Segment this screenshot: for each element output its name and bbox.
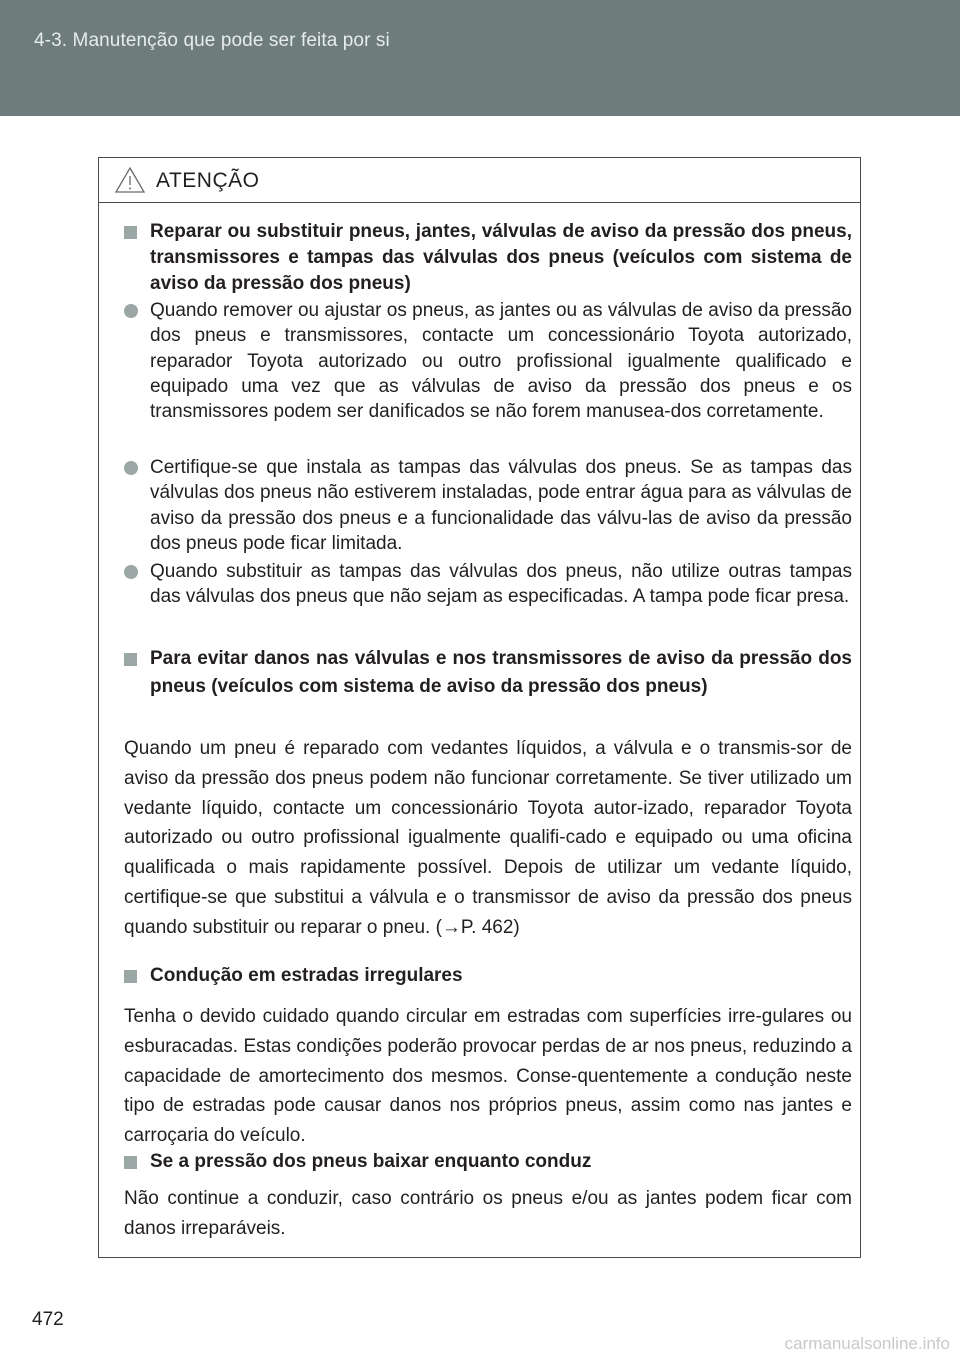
page-number: 472 bbox=[32, 1309, 64, 1330]
bullet-item-2: Certifique-se que instala as tampas das válvulas dos pneus. Se as tampas das válvulas dos pneus não estiverem instaladas, pode entrar água para as válvulas de aviso da pressão dos pneus e a funcionalidade das válvu-las de aviso da pressão dos pneus pode ficar limitada. bbox=[124, 455, 852, 556]
square-bullet-icon bbox=[124, 653, 137, 666]
warning-box bbox=[98, 157, 861, 1258]
section-title: 4-3. Manutenção que pode ser feita por si bbox=[34, 30, 390, 51]
round-bullet-icon bbox=[124, 565, 138, 579]
section-text-4: Não continue a conduzir, caso contrário os pneus e/ou as jantes podem ficar com danos irreparáveis. bbox=[124, 1188, 852, 1239]
section-text-3: Tenha o devido cuidado quando circular em estradas com superfícies irre-gulares ou esburacadas. Estas condições poderão provocar perdas de ar nos pneus, reduzindo a capacidade de amortecimento dos mesmos. Conse-quentemente a condução neste tipo de estradas pode causar danos nos próprios pneus, assim como nas jantes e carroçaria do veículo. bbox=[124, 1006, 852, 1147]
section-heading-2: Para evitar danos nas válvulas e nos transmissores de aviso da pressão dos pneus (veículos com sistema de aviso da pressão dos pneus) bbox=[124, 645, 852, 701]
bullet-item-1: Quando remover ou ajustar os pneus, as jantes ou as válvulas de aviso da pressão dos pneus e transmissores, contacte um concessionário Toyota autorizado, reparador Toyota autorizado ou outro profissional igualmente qualificado e equipado uma vez que as válvulas de aviso da pressão dos pneus e os transmissores podem ser danificados se não forem manusea-dos corretamente. bbox=[124, 298, 852, 424]
page-header bbox=[0, 0, 960, 116]
section-text-2: Quando um pneu é reparado com vedantes líquidos, a válvula e o transmis-sor de aviso da pressão dos pneus podem não funcionar corretamente. Se tiver utilizado um vedante líquido, contacte um concessionário Toyota autor-izado, reparador Toyota autorizado ou outro profissional igualmente qualifi-cado e equipado ou uma oficina qualificada o mais rapidamente possível. Depois de utilizar um vedante líquido, certifique-se que substitui a válvula e o transmissor de aviso da pressão dos pneus quando substituir ou reparar o pneu. (→P. 462) bbox=[124, 738, 852, 938]
round-bullet-icon bbox=[124, 461, 138, 475]
square-bullet-icon bbox=[124, 970, 137, 983]
warning-triangle-icon bbox=[114, 166, 146, 194]
section-heading-3: Condução em estradas irregulares bbox=[124, 963, 852, 989]
section-heading-1: Reparar ou substituir pneus, jantes, válvulas de aviso da pressão dos pneus, transmissores e tampas das válvulas dos pneus (veículos com sistema de aviso da pressão dos pneus) bbox=[124, 219, 852, 297]
square-bullet-icon bbox=[124, 1156, 137, 1169]
bullet-item-3: Quando substituir as tampas das válvulas dos pneus, não utilize outras tampas das válvulas dos pneus que não sejam as especificadas. A tampa pode ficar presa. bbox=[124, 559, 852, 610]
section-heading-4: Se a pressão dos pneus baixar enquanto conduz bbox=[124, 1149, 852, 1175]
square-bullet-icon bbox=[124, 226, 137, 239]
round-bullet-icon bbox=[124, 304, 138, 318]
watermark: carmanualsonline.info bbox=[784, 1334, 950, 1353]
warning-header bbox=[99, 158, 860, 203]
warning-title: ATENÇÃO bbox=[156, 169, 260, 192]
